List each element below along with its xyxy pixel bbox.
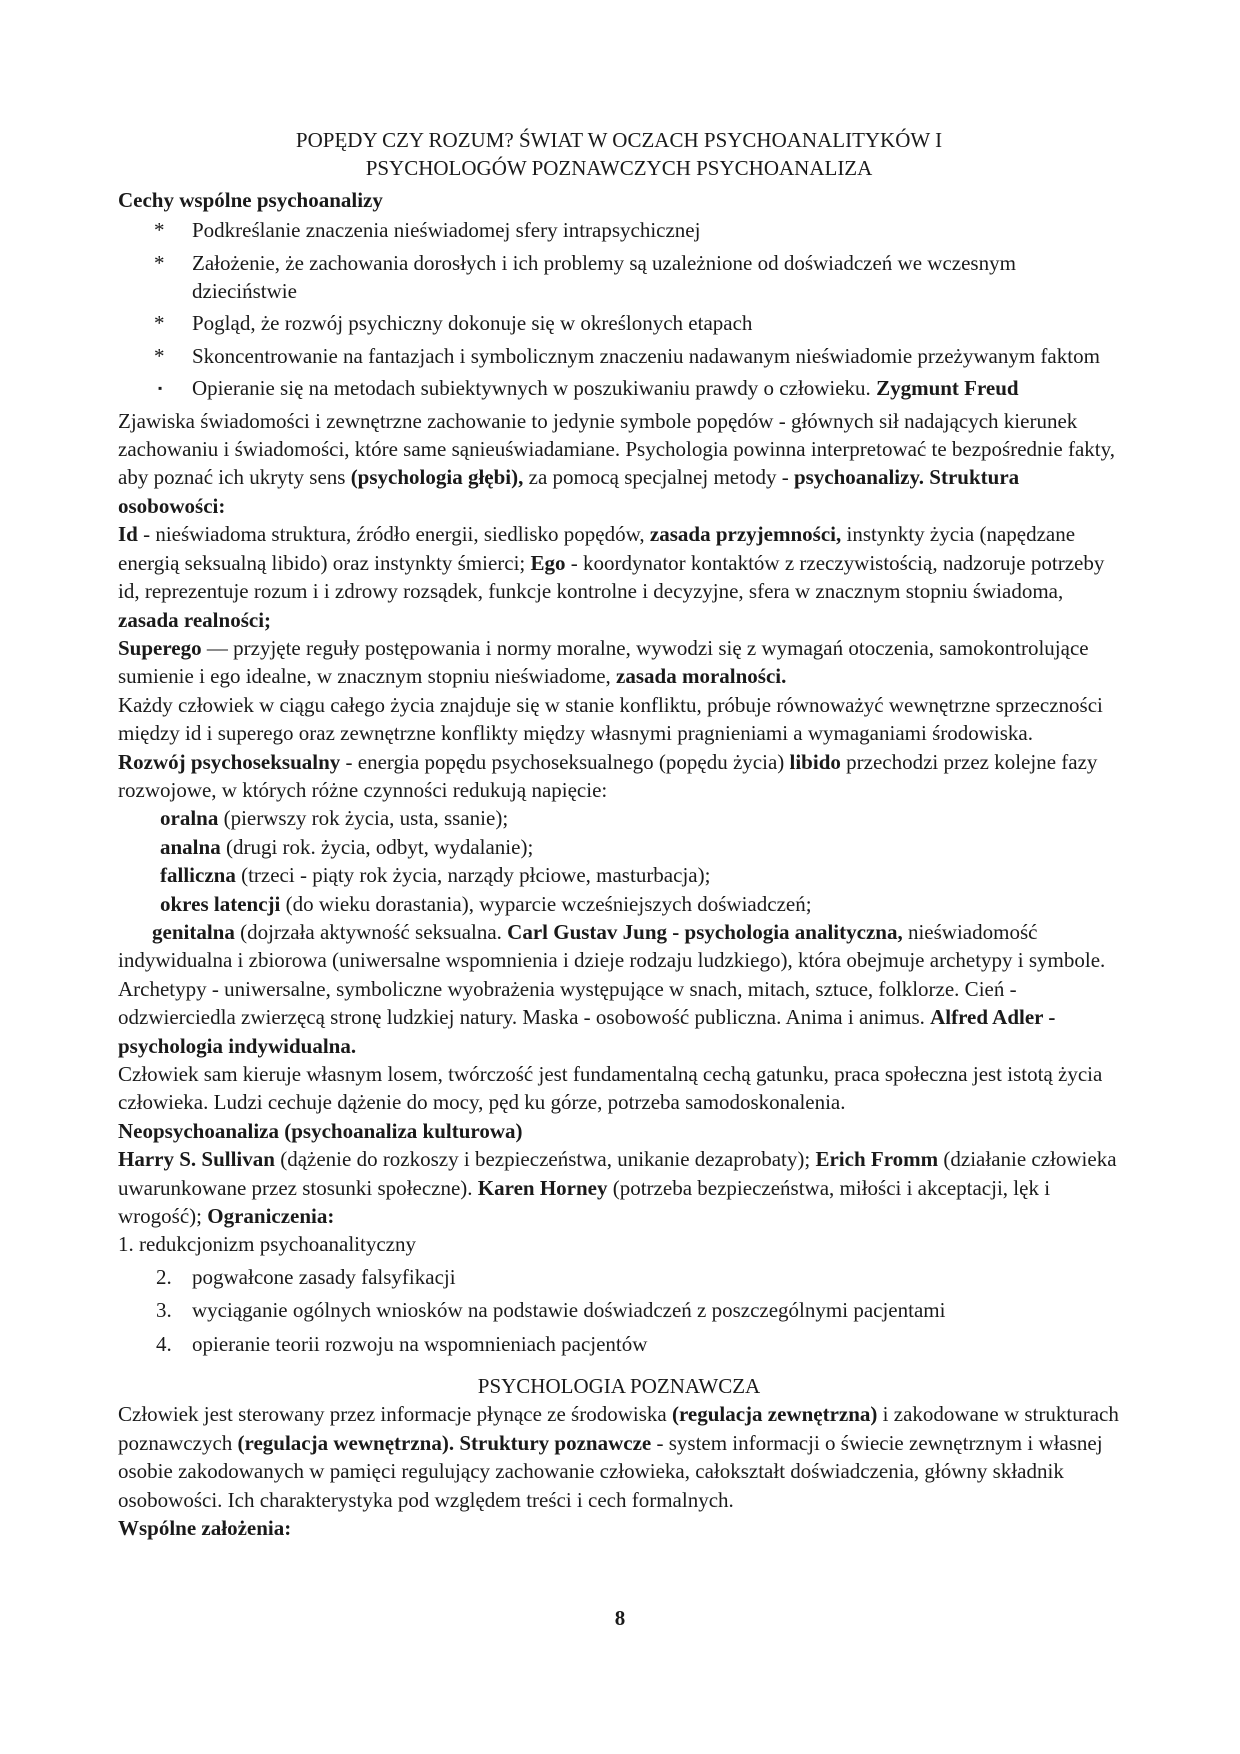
development-paragraph: Rozwój psychoseksualny - energia popędu psychoseksualnego (popędu życia) libido przechodzi przez kolejne fazy rozwojowe, w których różne czynności redukują napięcie: [118,749,1098,802]
common-features-list [118,216,1120,402]
jung-paragraph: genitalna (dojrzała aktywność seksualna. Carl Gustav Jung - psychologia analityczna, nieświadomość indywidualna i zbiorowa (uniwersalne wspomnienia i dzieje rodzaju ludzkiego), która obejmuje archetypy i symbole. Archetypy - uniwersalne, symboliczne wyobrażenia występujące w snach, mitach, sztuce, folklorze. Cień - odzwierciedla zwierzęcą stronę ludzkiej natury. Maska - osobowość publiczna. Anima i animus. Alfred Adler - psychologia indywidualna. [118,919,1106,1058]
freud-paragraph: Zjawiska świadomości i zewnętrzne zachowanie to jedynie symbole popędów - głównych sił nadających kierunek zachowaniu i świadomości, które same sąnieuświadamiane. Psychologia powinna interpretować te bezpośrednie fakty, aby poznać ich ukryty sens (psychologia głębi), za pomocą specjalnej metody - psychoanalizy. Struktura osobowości: [118,408,1115,518]
limitations-list [118,1263,1120,1358]
common-assumptions-heading: Wspólne założenia: [118,1516,292,1541]
list-item: * Podkreślanie znaczenia nieświadomej sfery intrapsychicznej [118,216,1120,244]
adler-paragraph: Człowiek sam kieruje własnym losem, twórczość jest fundamentalną cechą gatunku, praca społeczna jest istotą życia człowieka. Ludzi cechuje dążenie do mocy, pęd ku górze, potrzeba samodoskonalenia. [118,1062,1103,1115]
document-title [118,126,1120,183]
page-number: 8 [614,1606,626,1630]
neopsychoanalysis-heading: Neopsychoanaliza (psychoanaliza kulturowa) [118,1118,523,1143]
title-line-2: PSYCHOLOGÓW POZNAWCZYCH PSYCHOANALIZA [365,156,873,181]
stage-item: oralna (pierwszy rok życia, usta, ssanie); [160,806,509,831]
cognitive-paragraph: Człowiek jest sterowany przez informacje płynące ze środowiska (regulacja zewnętrzna) i zakodowane w strukturach poznawczych (regulacja wewnętrzna). Struktury poznawcze - system informacji o świecie zewnętrznym i własnej osobie zakodowanych w pamięci regulujący zachowanie człowieka, całokształt doświadczenia, główny składnik osobowości. Ich charakterystyka pod względem treści i cech formalnych. [118,1402,1119,1512]
list-item: 3. wyciąganie ogólnych wniosków na podstawie doświadczeń z poszczególnymi pacjentami [156,1298,946,1323]
list-item: * Założenie, że zachowania dorosłych i ich problemy są uzależnione od doświadczeń we wczesnym dzieciństwie [154,250,1016,304]
limitation-item-1: 1. redukcjonizm psychoanalityczny [118,1232,416,1257]
conflict-paragraph: Każdy człowiek w ciągu całego życia znajduje się w stanie konfliktu, próbuje równoważyć wewnętrzne sprzeczności między id i superego oraz zewnętrzne konflikty między własnymi pragnieniami a wymaganiami środowiska. [118,692,1103,746]
square-bullet-icon: ▪ [158,381,163,396]
title-line-1: POPĘDY CZY ROZUM? ŚWIAT W OCZACH PSYCHOANALITYKÓW I [295,128,943,152]
stage-item: analna (drugi rok. życia, odbyt, wydalanie); [160,834,534,859]
stage-item: okres latencji (do wieku dorastania), wyparcie wcześniejszych doświadczeń; [160,891,812,916]
freud-heading: Zygmunt Freud [876,376,1019,401]
asterisk-bullet-icon: * [154,218,165,243]
list-item: ▪ Opieranie się na metodach subiektywnych w poszukiwaniu prawdy o człowieku. Zygmunt Freud [118,374,1120,402]
asterisk-bullet-icon: * [154,343,165,368]
list-item: 4. opieranie teorii rozwoju na wspomnieniach pacjentów [156,1331,648,1356]
list-item: 2. pogwałcone zasady falsyfikacji [156,1264,456,1289]
id-paragraph: Id - nieświadoma struktura, źródło energii, siedlisko popędów, zasada przyjemności, instynkty życia (napędzane energią seksualną libido) oraz instynkty śmierci; Ego - koordynator kontaktów z rzeczywistością, nadzoruje potrzeby id, reprezentuje rozum i i zdrowy rozsądek, funkcje kontrolne i decyzyjne, sfera w znacznym stopniu świadoma, zasada realności; [118,522,1105,632]
asterisk-bullet-icon: * [154,311,165,336]
neopsychoanalysis-paragraph: Harry S. Sullivan (dążenie do rozkoszy i bezpieczeństwa, unikanie dezaprobaty); Erich Fromm (działanie człowieka uwarunkowane przez stosunki społeczne). Karen Horney (potrzeba bezpieczeństwa, miłości i akceptacji, lęk i wrogość); Ograniczenia: [118,1147,1117,1229]
cognitive-psychology-heading: PSYCHOLOGIA POZNAWCZA [477,1374,761,1399]
list-item: * Skoncentrowanie na fantazjach i symbolicznym znaczeniu nadawanym nieświadomie przeżywanym faktom [118,342,1120,370]
development-stages [118,804,1120,918]
document-body [118,126,1120,1543]
common-features-heading: Cechy wspólne psychoanalizy [118,187,383,212]
superego-paragraph: Superego — przyjęte reguły postępowania i normy moralne, wywodzi się z wymagań otoczenia, samokontrolujące sumienie i ego idealne, w znacznym stopniu nieświadome, zasada moralności. [118,635,1089,689]
list-item: * Pogląd, że rozwój psychiczny dokonuje się w określonych etapach [118,309,1120,337]
stage-item: falliczna (trzeci - piąty rok życia, narządy płciowe, masturbacja); [160,863,711,888]
asterisk-bullet-icon: * [154,250,165,275]
